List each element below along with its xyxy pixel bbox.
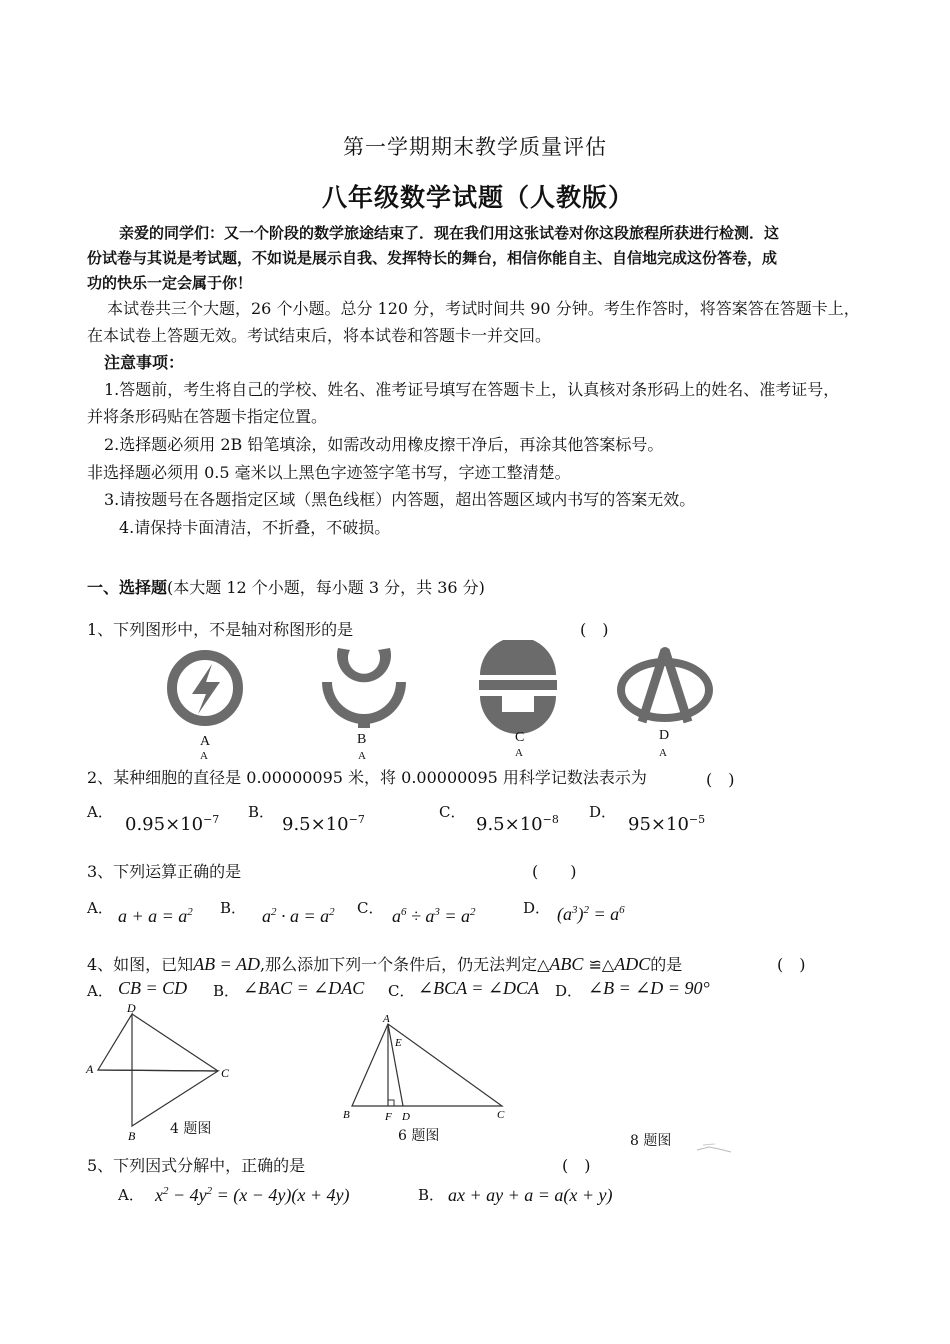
fig6-point-e: E [395,1037,402,1049]
note-2b: 非选择题必须用 0.5 毫米以上黑色字迹签字笔书写，字迹工整清楚。 [87,463,571,482]
q2-letter-a: A． [87,803,113,821]
q4-stem [87,952,682,975]
fig4-point-b: B [128,1129,136,1143]
q3-letter-b: B． [220,899,247,917]
intro-line-3: 功的快乐一定会属于你！ [87,274,253,292]
figure-4 [85,1000,245,1150]
fig6-point-a: A [383,1013,390,1025]
notes-heading: 注意事项： [104,353,185,372]
q4-given: AB = AD [193,954,260,974]
q2-option-c [476,813,559,835]
q4-triangle-abc: ABC [549,954,584,974]
q3-stem: 3、下列运算正确的是 [87,862,242,881]
q2-option-a [125,813,219,835]
note-2a: 2.选择题必须用 2B 铅笔填涂，如需改动用橡皮擦干净后，再涂其他答案标号。 [104,435,664,454]
q1-sublabel-d: A [659,747,667,759]
fig6-point-c: C [497,1109,505,1121]
q4-option-d: ∠B = ∠D = 90° [588,978,710,998]
q1-sublabel-b: A [358,750,366,762]
q4-option-b: ∠BAC = ∠DAC [243,978,365,998]
figure-6 [335,1008,525,1128]
q2-option-b-base: 9.5×10 [282,814,349,835]
info-line-1: 本试卷共三个大题，26 个小题。总分 120 分，考试时间共 90 分钟。考生作答时，将答案答在答题卡上， [107,299,860,318]
q2-option-c-base: 9.5×10 [476,814,543,835]
note-1a: 1.答题前，考生将自己的学校、姓名、准考证号填写在答题卡上，认真核对条形码上的姓名、准考证号， [104,380,840,399]
q4-paren: ( ) [777,955,806,974]
fig4-point-d: D [127,1001,136,1015]
ring-base-icon [322,648,406,728]
q2-option-c-exp: −8 [542,813,559,826]
q2-letter-b: B． [248,803,275,821]
q3-letter-a: A． [87,899,113,917]
intro-line-2: 份试卷与其说是考试题，不如说是展示自我、发挥特长的舞台，相信你能自主、自信地完成这份答卷，成 [87,249,778,267]
q4-stem-part1: 4、如图，已知 [87,955,194,974]
note-1b: 并将条形码贴在答题卡指定位置。 [87,407,328,426]
q1-sublabel-c: A [515,747,523,759]
exam-title: 八年级数学试题（人教版） [322,183,635,212]
section-1-header [87,575,485,598]
q4-stem-part2: ,那么添加下列一个条件后，仍无法判定△ [260,955,550,974]
q4-letter-b: B． [213,982,240,1000]
arch-emblem-icon [621,647,709,722]
q2-stem: 2、某种细胞的直径是 0.00000095 米，将 0.00000095 用科学记数法表示为 [87,768,647,787]
fig4-point-a: A [86,1062,94,1076]
intro-line-1: 亲爱的同学们：又一个阶段的数学旅途结束了．现在我们用这张试卷对你这段旅程所获进行检测．这 [119,224,780,242]
q3-option-a: $a + a = a^2$ [118,906,193,926]
q3-option-c: $a^6 \div a^3 = a^2$ [392,906,476,926]
note-3: 3.请按题号在各题指定区域（黑色线框）内答题，超出答题区域内书写的答案无效。 [104,490,696,509]
q2-option-d [628,813,705,835]
q4-stem-part3: 的是 [650,955,683,974]
q3-letter-d: D． [523,899,551,917]
q2-option-b [282,813,365,835]
q4-letter-c: C． [388,982,415,1000]
q3-option-b: $a^2 \cdot a = a^2$ [262,906,335,926]
q2-option-a-exp: −7 [203,813,220,826]
q4-congruent: ≌△ [583,955,615,974]
q1-label-b: B [357,732,367,747]
info-line-2: 在本试卷上答题无效。考试结束后，将本试卷和答题卡一并交回。 [87,326,552,345]
q3-letter-c: C． [357,899,384,917]
lightning-circle-icon [172,655,238,721]
q2-letter-c: C． [439,803,466,821]
q1-stem: 1、下列图形中，不是轴对称图形的是 [87,620,354,639]
fig6-point-b: B [343,1109,350,1121]
q3-paren: ( ) [532,862,577,881]
q4-letter-a: A． [87,982,113,1000]
q5-option-a: $x^2 - 4y^2 = (x - 4y)(x + 4y)$ [155,1185,350,1205]
q5-paren: ( ) [562,1156,591,1175]
section-1-desc: (本大题 12 个小题，每小题 3 分，共 36 分) [167,578,485,597]
q4-option-a: CB = CD [118,978,188,998]
q5-option-b: ax + ay + a = a(x + y) [448,1185,613,1205]
q4-triangle-adc: ADC [614,954,651,974]
section-1-title: 一、选择题 [87,578,168,597]
q1-label-a: A [200,734,211,749]
note-4: 4.请保持卡面清洁，不折叠，不破损。 [119,518,391,537]
q5-stem: 5、下列因式分解中，正确的是 [87,1156,306,1175]
q1-sublabel-a: A [200,750,208,762]
q2-option-b-exp: −7 [348,813,365,826]
q3-option-d: $(a^3)^2 = a^6$ [557,904,625,924]
q2-paren: ( ) [706,770,735,789]
fig8-caption: 8 题图 [630,1133,672,1149]
q2-option-d-base: 95×10 [628,814,689,835]
q1-paren: ( ) [580,620,609,639]
exam-subtitle: 第一学期期末教学质量评估 [343,135,607,159]
q2-option-d-exp: −5 [688,813,706,826]
q2-letter-d: D． [589,803,617,821]
fig4-caption: 4 题图 [170,1121,212,1137]
fig6-point-f: F [385,1111,392,1123]
fig6-caption: 6 题图 [398,1128,440,1144]
q2-option-a-base: 0.95×10 [125,814,204,835]
q1-label-c: C [515,730,525,745]
half-disc-t-icon [479,640,557,734]
q5-letter-a: A． [118,1186,144,1204]
fig8-scribble [695,1140,735,1156]
q1-label-d: D [659,728,670,743]
q4-letter-d: D． [555,982,583,1000]
q4-option-c: ∠BCA = ∠DCA [418,978,539,998]
fig4-point-c: C [221,1066,230,1080]
fig6-point-d: D [402,1111,410,1123]
q5-letter-b: B． [418,1186,445,1204]
